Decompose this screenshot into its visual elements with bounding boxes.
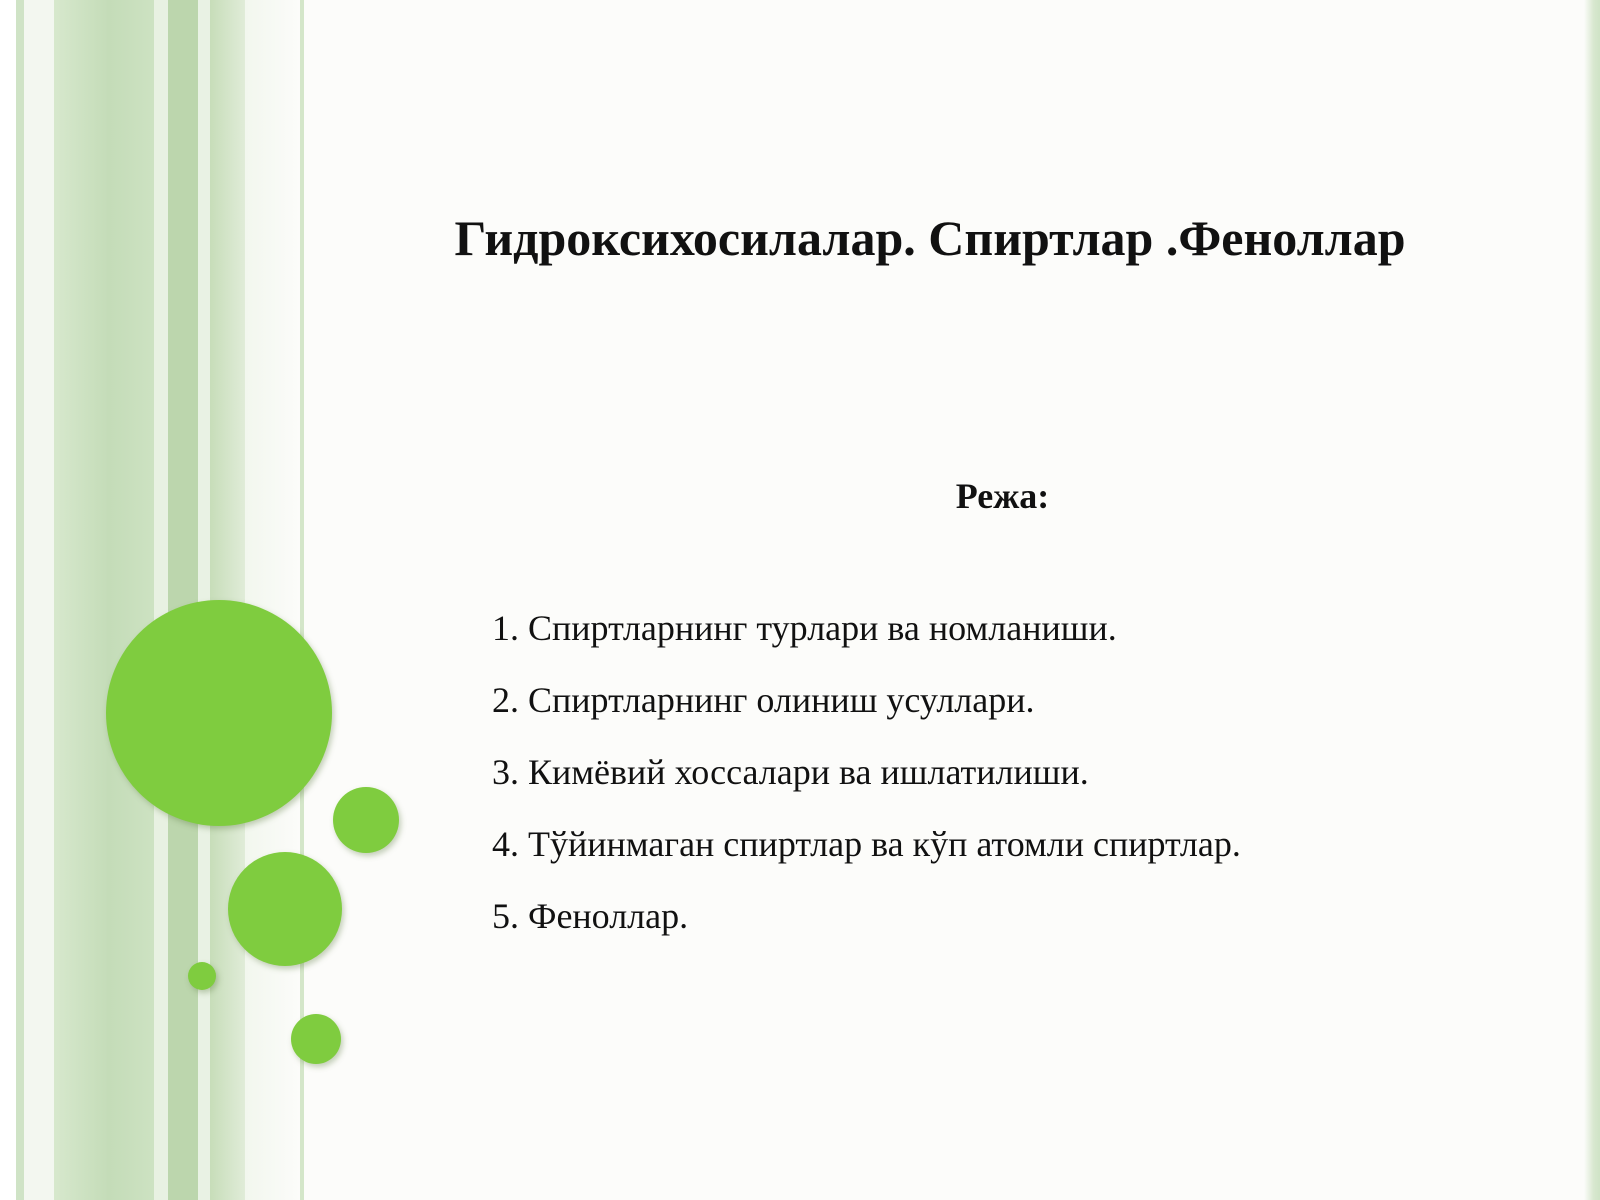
small-green-circle [333,787,399,853]
plan-list [492,592,1241,952]
plan-item: 5. Феноллар. [492,896,689,936]
medium-green-circle [228,852,342,966]
decorative-stripe [54,0,154,1200]
slide-title: Гидроксихосилалар. Спиртлар .Феноллар [454,210,1406,266]
plan-heading: Режа: [955,476,1050,516]
decorative-stripe [154,0,168,1200]
decorative-stripe [24,0,54,1200]
tiny-green-circle [188,962,216,990]
left-edge [0,0,16,1200]
plan-item: 2. Спиртларнинг олиниш усуллари. [492,680,1035,720]
plan-item: 1. Спиртларнинг турлари ва номланиши. [492,608,1117,648]
decorative-stripe [245,0,300,1200]
right-edge [1584,0,1600,1200]
plan-item: 4. Тўйинмаган спиртлар ва кўп атомли спиртлар. [492,824,1241,864]
decorative-stripe [168,0,198,1200]
decorative-stripe [16,0,24,1200]
large-green-circle [106,600,332,826]
plan-item: 3. Кимёвий хоссалари ва ишлатилиши. [492,752,1089,792]
small-green-circle [291,1014,341,1064]
